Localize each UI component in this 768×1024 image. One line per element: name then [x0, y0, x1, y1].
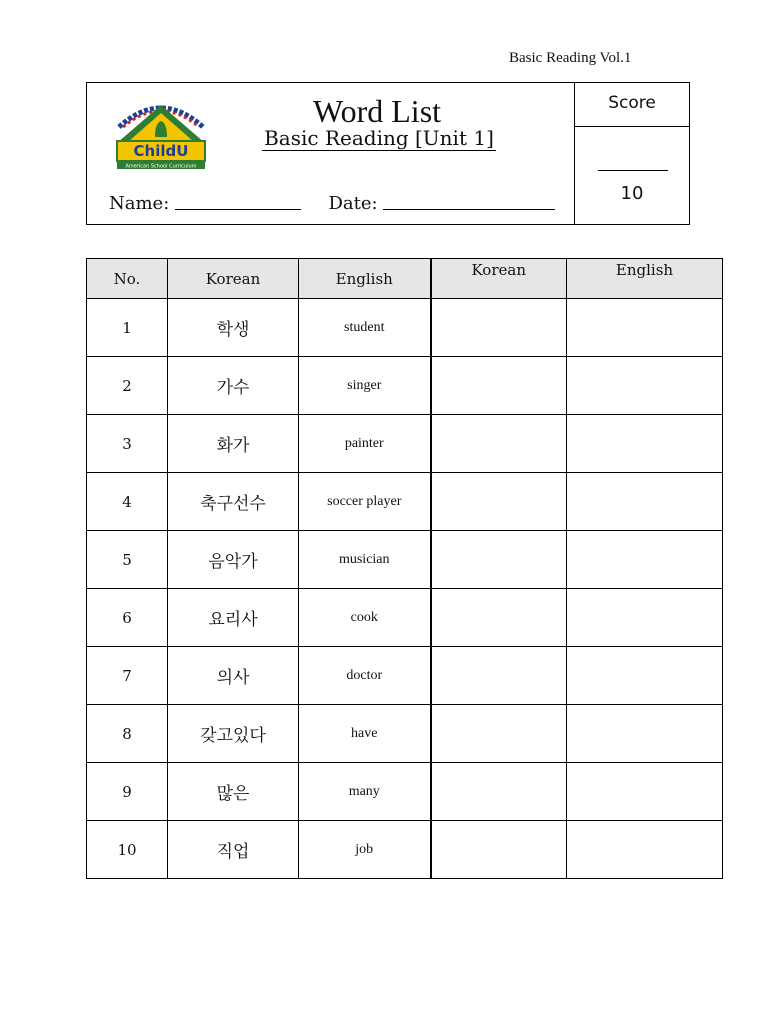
english-answer-cell[interactable]	[567, 763, 723, 821]
english-word: job	[299, 821, 431, 879]
table-row	[87, 821, 723, 879]
english-word: have	[299, 705, 431, 763]
table-row	[87, 531, 723, 589]
name-date-row	[109, 193, 555, 214]
english-answer-cell[interactable]	[567, 357, 723, 415]
korean-word: 음악가	[168, 531, 299, 589]
name-label: Name:	[109, 193, 170, 214]
column-header-korean-answer: Korean	[431, 259, 567, 299]
table-row	[87, 473, 723, 531]
page-subtitle: Basic Reading [Unit 1]	[262, 126, 496, 151]
english-answer-cell[interactable]	[567, 473, 723, 531]
english-word: many	[299, 763, 431, 821]
column-header-korean: Korean	[168, 259, 299, 299]
korean-answer-cell[interactable]	[431, 531, 567, 589]
english-answer-cell[interactable]	[567, 299, 723, 357]
score-label: Score	[608, 93, 656, 113]
korean-answer-cell[interactable]	[431, 647, 567, 705]
row-number: 8	[87, 705, 168, 763]
childu-logo	[109, 97, 213, 171]
english-word: painter	[299, 415, 431, 473]
english-word: musician	[299, 531, 431, 589]
logo-brand: ChildU	[133, 142, 189, 160]
korean-word: 가수	[168, 357, 299, 415]
korean-word: 학생	[168, 299, 299, 357]
korean-answer-cell[interactable]	[431, 589, 567, 647]
date-blank[interactable]	[383, 208, 555, 210]
english-answer-cell[interactable]	[567, 821, 723, 879]
column-header-no: No.	[87, 259, 168, 299]
english-word: soccer player	[299, 473, 431, 531]
english-answer-cell[interactable]	[567, 647, 723, 705]
row-number: 3	[87, 415, 168, 473]
korean-word: 화가	[168, 415, 299, 473]
column-header-english: English	[299, 259, 431, 299]
worksheet-header	[86, 82, 690, 225]
row-number: 4	[87, 473, 168, 531]
english-word: student	[299, 299, 431, 357]
korean-word: 직업	[168, 821, 299, 879]
row-number: 9	[87, 763, 168, 821]
table-row	[87, 299, 723, 357]
korean-word: 갖고있다	[168, 705, 299, 763]
running-head: Basic Reading Vol.1	[509, 50, 632, 66]
date-label: Date:	[328, 193, 378, 214]
table-row	[87, 705, 723, 763]
table-row	[87, 589, 723, 647]
name-blank[interactable]	[175, 208, 301, 210]
table-row	[87, 415, 723, 473]
word-table	[86, 258, 723, 879]
row-number: 1	[87, 299, 168, 357]
logo-tagline: American School Curriculum	[125, 163, 197, 170]
score-blank[interactable]	[598, 170, 668, 171]
english-answer-cell[interactable]	[567, 415, 723, 473]
score-total: 10	[620, 183, 644, 204]
table-row	[87, 763, 723, 821]
english-answer-cell[interactable]	[567, 589, 723, 647]
row-number: 7	[87, 647, 168, 705]
score-divider	[575, 126, 689, 127]
row-number: 2	[87, 357, 168, 415]
page-title: Word List	[312, 93, 442, 129]
korean-word: 많은	[168, 763, 299, 821]
table-row	[87, 647, 723, 705]
korean-word: 의사	[168, 647, 299, 705]
korean-answer-cell[interactable]	[431, 473, 567, 531]
english-answer-cell[interactable]	[567, 531, 723, 589]
english-word: cook	[299, 589, 431, 647]
column-header-english-answer: English	[567, 259, 723, 299]
table-header-row	[87, 259, 723, 299]
row-number: 5	[87, 531, 168, 589]
korean-answer-cell[interactable]	[431, 357, 567, 415]
korean-answer-cell[interactable]	[431, 415, 567, 473]
korean-answer-cell[interactable]	[431, 821, 567, 879]
row-number: 6	[87, 589, 168, 647]
korean-answer-cell[interactable]	[431, 763, 567, 821]
score-box	[574, 83, 689, 224]
table-row	[87, 357, 723, 415]
korean-word: 요리사	[168, 589, 299, 647]
english-word: singer	[299, 357, 431, 415]
korean-word: 축구선수	[168, 473, 299, 531]
korean-answer-cell[interactable]	[431, 299, 567, 357]
korean-answer-cell[interactable]	[431, 705, 567, 763]
english-answer-cell[interactable]	[567, 705, 723, 763]
row-number: 10	[87, 821, 168, 879]
english-word: doctor	[299, 647, 431, 705]
